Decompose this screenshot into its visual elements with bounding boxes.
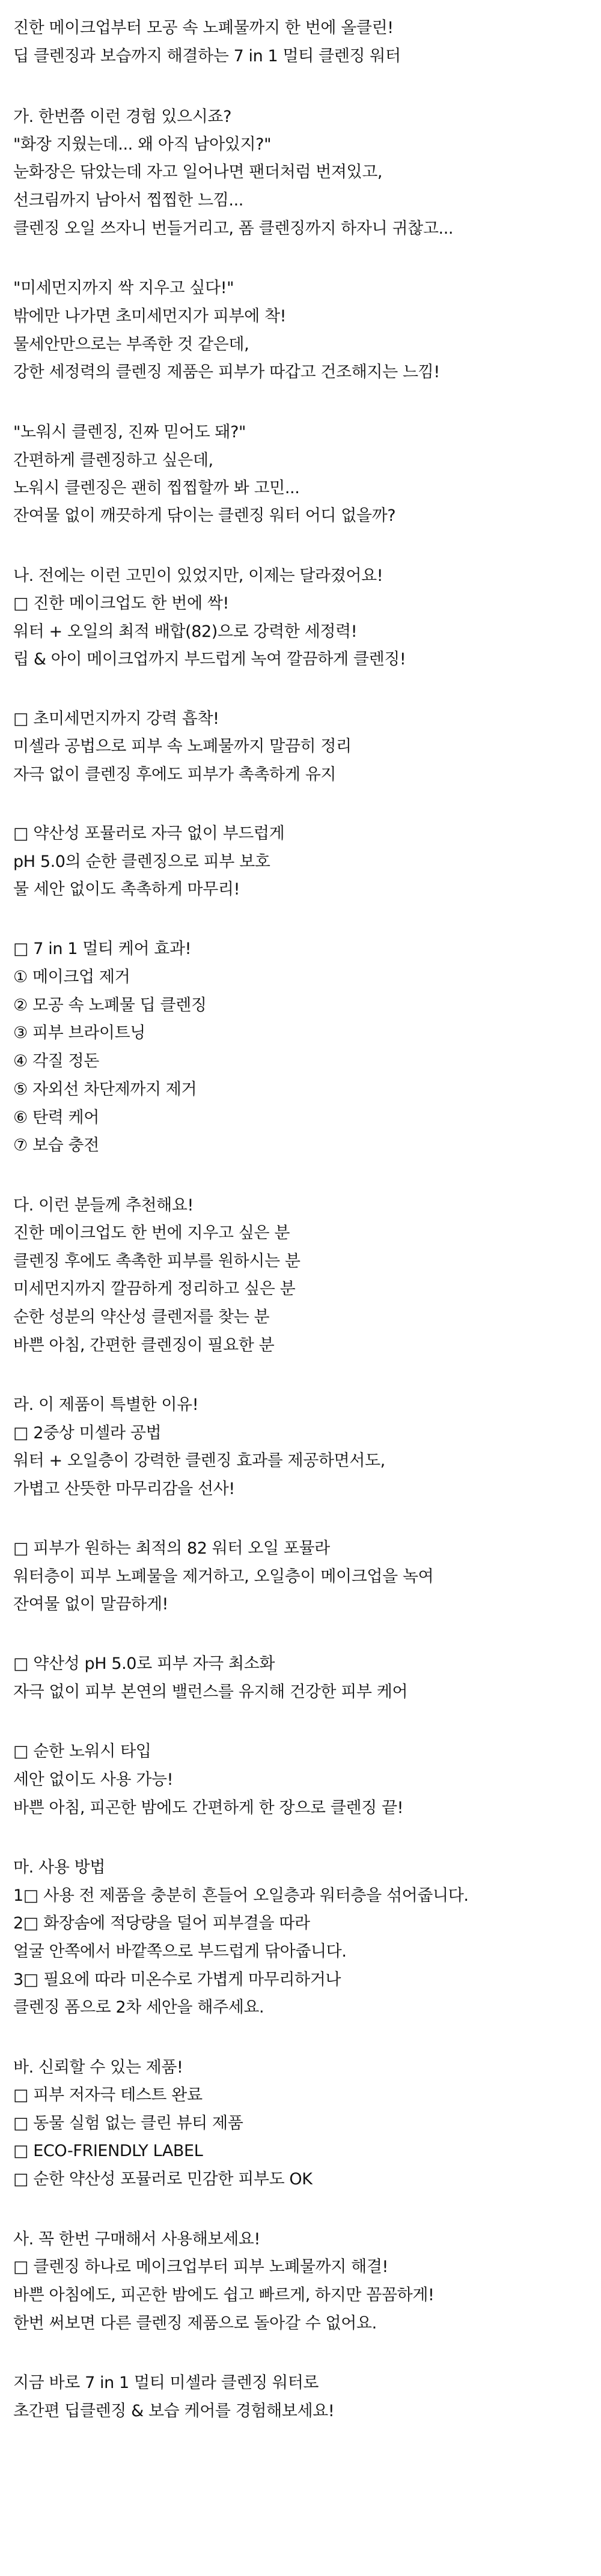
text-line: pH 5.0의 순한 클렌징으로 피부 보호	[13, 852, 270, 871]
text-line: 클렌징 후에도 촉촉한 피부를 원하시는 분	[13, 1252, 300, 1271]
text-line: 강한 세정력의 클렌징 제품은 피부가 따갑고 건조해지는 느낌!	[13, 363, 440, 381]
text-line: 간편하게 클렌징하고 싶은데,	[13, 451, 213, 470]
list-item: ⑦ 보습 충전	[13, 1136, 99, 1155]
text-line: □ 2중상 미셀라 공법	[13, 1424, 162, 1442]
text-line: "노워시 클렌징, 진짜 믿어도 돼?"	[13, 423, 246, 442]
step-line: 3□ 필요에 따라 미온수로 가볍게 마무리하거나	[13, 1970, 341, 1989]
text-line: 선크림까지 남아서 찝찝한 느낌...	[13, 191, 243, 210]
section-heading: 나. 전에는 이런 고민이 있었지만, 이제는 달라졌어요!	[13, 567, 383, 585]
text-line: □ 순한 노워시 타입	[13, 1742, 151, 1761]
text-line: 한번 써보면 다른 클렌징 제품으로 돌아갈 수 없어요.	[13, 2314, 377, 2333]
text-line: □ 7 in 1 멀티 케어 효과!	[13, 940, 192, 958]
list-item: ④ 각질 정돈	[13, 1052, 99, 1071]
list-item: ⑤ 자외선 차단제까지 제거	[13, 1080, 197, 1099]
text-line: "화장 지웠는데... 왜 아직 남아있지?"	[13, 135, 272, 154]
text-line: 클렌징 오일 쓰자니 번들거리고, 폼 클렌징까지 하자니 귀찮고...	[13, 219, 454, 238]
section-heading: 가. 한번쯤 이런 경험 있으시죠?	[13, 108, 232, 126]
step-line: 클렌징 폼으로 2차 세안을 해주세요.	[13, 1998, 264, 2017]
text-line: 진한 메이크업도 한 번에 지우고 싶은 분	[13, 1224, 290, 1242]
text-line: 물 세안 없이도 촉촉하게 마무리!	[13, 880, 240, 899]
text-line: □ 클렌징 하나로 메이크업부터 피부 노폐물까지 해결!	[13, 2258, 388, 2276]
section-heading: 사. 꼭 한번 구매해서 사용해보세요!	[13, 2230, 260, 2249]
text-line: □ 순한 약산성 포뮬러로 민감한 피부도 OK	[13, 2170, 313, 2189]
text-line: 워터층이 피부 노폐물을 제거하고, 오일층이 메이크업을 녹여	[13, 1567, 434, 1586]
closing-line: 초간편 딥클렌징 & 보습 케어를 경험해보세요!	[13, 2402, 335, 2420]
text-line: 자극 없이 피부 본연의 밸런스를 유지해 건강한 피부 케어	[13, 1683, 408, 1701]
text-line: 눈화장은 닦았는데 자고 일어나면 팬더처럼 번져있고,	[13, 163, 383, 181]
text-line: "미세먼지까지 싹 지우고 싶다!"	[13, 279, 234, 297]
text-line: 자극 없이 클렌징 후에도 피부가 촉촉하게 유지	[13, 765, 337, 784]
text-line: 바쁜 아침, 피곤한 밤에도 간편하게 한 장으로 클렌징 끝!	[13, 1799, 404, 1817]
closing-line: 지금 바로 7 in 1 멀티 미셀라 클렌징 워터로	[13, 2374, 319, 2392]
step-line: 2□ 화장솜에 적당량을 덜어 피부결을 따라	[13, 1914, 310, 1933]
text-line: 순한 성분의 약산성 클렌저를 찾는 분	[13, 1308, 270, 1326]
intro-line: 진한 메이크업부터 모공 속 노폐물까지 한 번에 올클린!	[13, 19, 394, 37]
list-item: ⑥ 탄력 케어	[13, 1108, 99, 1127]
text-line: □ 동물 실험 없는 클린 뷰티 제품	[13, 2114, 243, 2133]
list-item: ③ 피부 브라이트닝	[13, 1024, 145, 1042]
text-line: □ 약산성 pH 5.0로 피부 자극 최소화	[13, 1654, 275, 1673]
text-line: □ 피부 저자극 테스트 완료	[13, 2086, 203, 2104]
section-heading: 라. 이 제품이 특별한 이유!	[13, 1396, 199, 1414]
text-line: 노워시 클렌징은 괜히 찝찝할까 봐 고민...	[13, 479, 300, 497]
section-heading: 바. 신뢰할 수 있는 제품!	[13, 2058, 183, 2077]
intro-line: 딥 클렌징과 보습까지 해결하는 7 in 1 멀티 클렌징 워터	[13, 47, 401, 65]
section-heading: 마. 사용 방법	[13, 1858, 105, 1877]
text-line: 잔여물 없이 말끔하게!	[13, 1595, 168, 1614]
text-line: □ 피부가 원하는 최적의 82 워터 오일 포뮬라	[13, 1539, 330, 1558]
text-line: 세안 없이도 사용 가능!	[13, 1770, 174, 1789]
text-line: 바쁜 아침, 간편한 클렌징이 필요한 분	[13, 1336, 275, 1355]
text-line: 워터 + 오일의 최적 배합(82)으로 강력한 세정력!	[13, 622, 358, 641]
text-line: 가볍고 산뜻한 마무리감을 선사!	[13, 1480, 235, 1498]
step-line: 얼굴 안쪽에서 바깥쪽으로 부드럽게 닦아줍니다.	[13, 1942, 347, 1961]
text-line: 물세안만으로는 부족한 것 같은데,	[13, 335, 249, 354]
text-line: 미셀라 공법으로 피부 속 노폐물까지 말끔히 정리	[13, 737, 352, 756]
text-line: 미세먼지까지 깔끔하게 정리하고 싶은 분	[13, 1280, 296, 1298]
list-item: ② 모공 속 노폐물 딥 클렌징	[13, 996, 207, 1015]
text-line: □ 초미세먼지까지 강력 흡착!	[13, 709, 219, 728]
text-line: 잔여물 없이 깨끗하게 닦이는 클렌징 워터 어디 없을까?	[13, 506, 396, 525]
text-line: □ 진한 메이크업도 한 번에 싹!	[13, 594, 229, 613]
text-line: 립 & 아이 메이크업까지 부드럽게 녹여 깔끔하게 클렌징!	[13, 650, 406, 669]
step-line: 1□ 사용 전 제품을 충분히 흔들어 오일층과 워터층을 섞어줍니다.	[13, 1886, 469, 1905]
text-line: 바쁜 아침에도, 피곤한 밤에도 쉽고 빠르게, 하지만 꼼꼼하게!	[13, 2286, 435, 2304]
section-heading: 다. 이런 분들께 추천해요!	[13, 1196, 194, 1215]
text-line: □ ECO-FRIENDLY LABEL	[13, 2142, 203, 2160]
text-line: □ 약산성 포뮬러로 자극 없이 부드럽게	[13, 824, 285, 843]
list-item: ① 메이크업 제거	[13, 968, 130, 986]
text-line: 워터 + 오일층이 강력한 클렌징 효과를 제공하면서도,	[13, 1451, 385, 1470]
text-line: 밖에만 나가면 초미세먼지가 피부에 착!	[13, 307, 287, 326]
